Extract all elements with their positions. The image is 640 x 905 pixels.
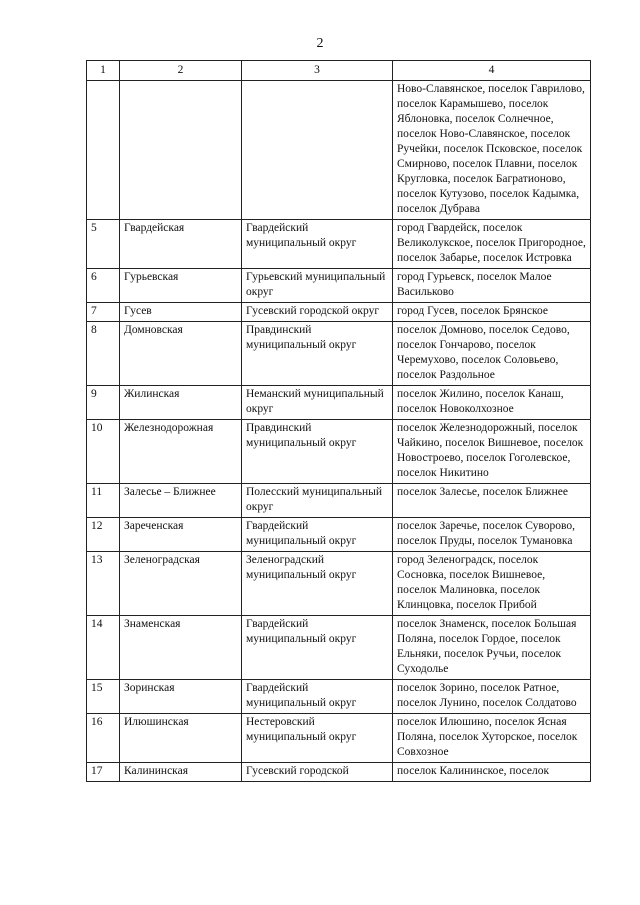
table-row	[87, 763, 591, 782]
row-settlements: город Гвардейск, поселок Великолукское, поселок Пригородное, поселок Забарье, поселок Истровка	[393, 220, 591, 269]
row-number: 11	[87, 484, 120, 518]
row-district: Гусевский городской округ	[242, 303, 393, 322]
row-name: Домновская	[120, 322, 242, 386]
table-row	[87, 680, 591, 714]
row-name	[120, 81, 242, 220]
table-row	[87, 322, 591, 386]
row-district: Полесский муниципальный округ	[242, 484, 393, 518]
row-settlements: поселок Зорино, поселок Ратное, поселок Лунино, поселок Солдатово	[393, 680, 591, 714]
row-district: Гурьевский муниципальный округ	[242, 269, 393, 303]
table-row	[87, 81, 591, 220]
row-district: Гвардейский муниципальный округ	[242, 680, 393, 714]
row-name: Гвардейская	[120, 220, 242, 269]
row-number: 9	[87, 386, 120, 420]
row-name: Железнодорожная	[120, 420, 242, 484]
row-name: Гурьевская	[120, 269, 242, 303]
row-settlements: город Гурьевск, поселок Малое Васильково	[393, 269, 591, 303]
column-header: 4	[393, 61, 591, 81]
row-settlements: поселок Железнодорожный, поселок Чайкино, поселок Вишневое, поселок Новостроево, поселок Гоголевское, поселок Никитино	[393, 420, 591, 484]
table-body	[87, 81, 591, 782]
row-name: Залесье – Ближнее	[120, 484, 242, 518]
row-district: Гвардейский муниципальный округ	[242, 220, 393, 269]
row-settlements: поселок Калининское, поселок	[393, 763, 591, 782]
table-row	[87, 714, 591, 763]
header-row	[87, 61, 591, 81]
row-district: Правдинский муниципальный округ	[242, 322, 393, 386]
row-number: 10	[87, 420, 120, 484]
row-number: 5	[87, 220, 120, 269]
row-settlements: поселок Домново, поселок Седово, поселок Гончарово, поселок Черемухово, поселок Соловьево, поселок Раздольное	[393, 322, 591, 386]
row-name: Зеленоградская	[120, 552, 242, 616]
row-district: Гвардейский муниципальный округ	[242, 518, 393, 552]
row-settlements: Ново-Славянское, поселок Гаврилово, поселок Карамышево, поселок Яблоновка, поселок Солнечное, поселок Ново-Славянское, поселок Ручейки, поселок Псковское, поселок Смирново, поселок Плавни, поселок Кругловка, поселок Багратионово, поселок Кутузово, поселок Кадымка, поселок Дубрава	[393, 81, 591, 220]
row-number: 7	[87, 303, 120, 322]
row-name: Илюшинская	[120, 714, 242, 763]
row-settlements: город Зеленоградск, поселок Сосновка, поселок Вишневое, поселок Малиновка, поселок Клинцовка, поселок Прибой	[393, 552, 591, 616]
row-settlements: поселок Заречье, поселок Суворово, поселок Пруды, поселок Тумановка	[393, 518, 591, 552]
row-district: Неманский муниципальный округ	[242, 386, 393, 420]
row-district	[242, 81, 393, 220]
table-row	[87, 386, 591, 420]
row-number: 15	[87, 680, 120, 714]
row-name: Знаменская	[120, 616, 242, 680]
row-name: Жилинская	[120, 386, 242, 420]
page-number: 2	[316, 36, 324, 51]
row-settlements: поселок Илюшино, поселок Ясная Поляна, поселок Хуторское, поселок Совхозное	[393, 714, 591, 763]
row-number: 14	[87, 616, 120, 680]
table-row	[87, 420, 591, 484]
table-row	[87, 484, 591, 518]
row-number: 6	[87, 269, 120, 303]
table-row	[87, 269, 591, 303]
column-header: 1	[87, 61, 120, 81]
row-number: 12	[87, 518, 120, 552]
table-row	[87, 518, 591, 552]
row-number: 13	[87, 552, 120, 616]
row-number: 17	[87, 763, 120, 782]
row-name: Зареченская	[120, 518, 242, 552]
row-number: 8	[87, 322, 120, 386]
row-name: Зоринская	[120, 680, 242, 714]
row-settlements: поселок Залесье, поселок Ближнее	[393, 484, 591, 518]
row-settlements: поселок Жилино, поселок Канаш, поселок Новоколхозное	[393, 386, 591, 420]
row-district: Зеленоградский муниципальный округ	[242, 552, 393, 616]
row-name: Калининская	[120, 763, 242, 782]
row-district: Нестеровский муниципальный округ	[242, 714, 393, 763]
row-settlements: поселок Знаменск, поселок Большая Поляна, поселок Гордое, поселок Ельняки, поселок Ручьи, поселок Суходолье	[393, 616, 591, 680]
row-number	[87, 81, 120, 220]
row-settlements: город Гусев, поселок Брянское	[393, 303, 591, 322]
table-header	[87, 61, 591, 81]
table-row	[87, 616, 591, 680]
row-district: Гусевский городской	[242, 763, 393, 782]
table-row	[87, 303, 591, 322]
row-number: 16	[87, 714, 120, 763]
table-row	[87, 552, 591, 616]
row-name: Гусев	[120, 303, 242, 322]
row-district: Правдинский муниципальный округ	[242, 420, 393, 484]
settlements-table	[86, 60, 591, 782]
table-row	[87, 220, 591, 269]
column-header: 3	[242, 61, 393, 81]
row-district: Гвардейский муниципальный округ	[242, 616, 393, 680]
column-header: 2	[120, 61, 242, 81]
